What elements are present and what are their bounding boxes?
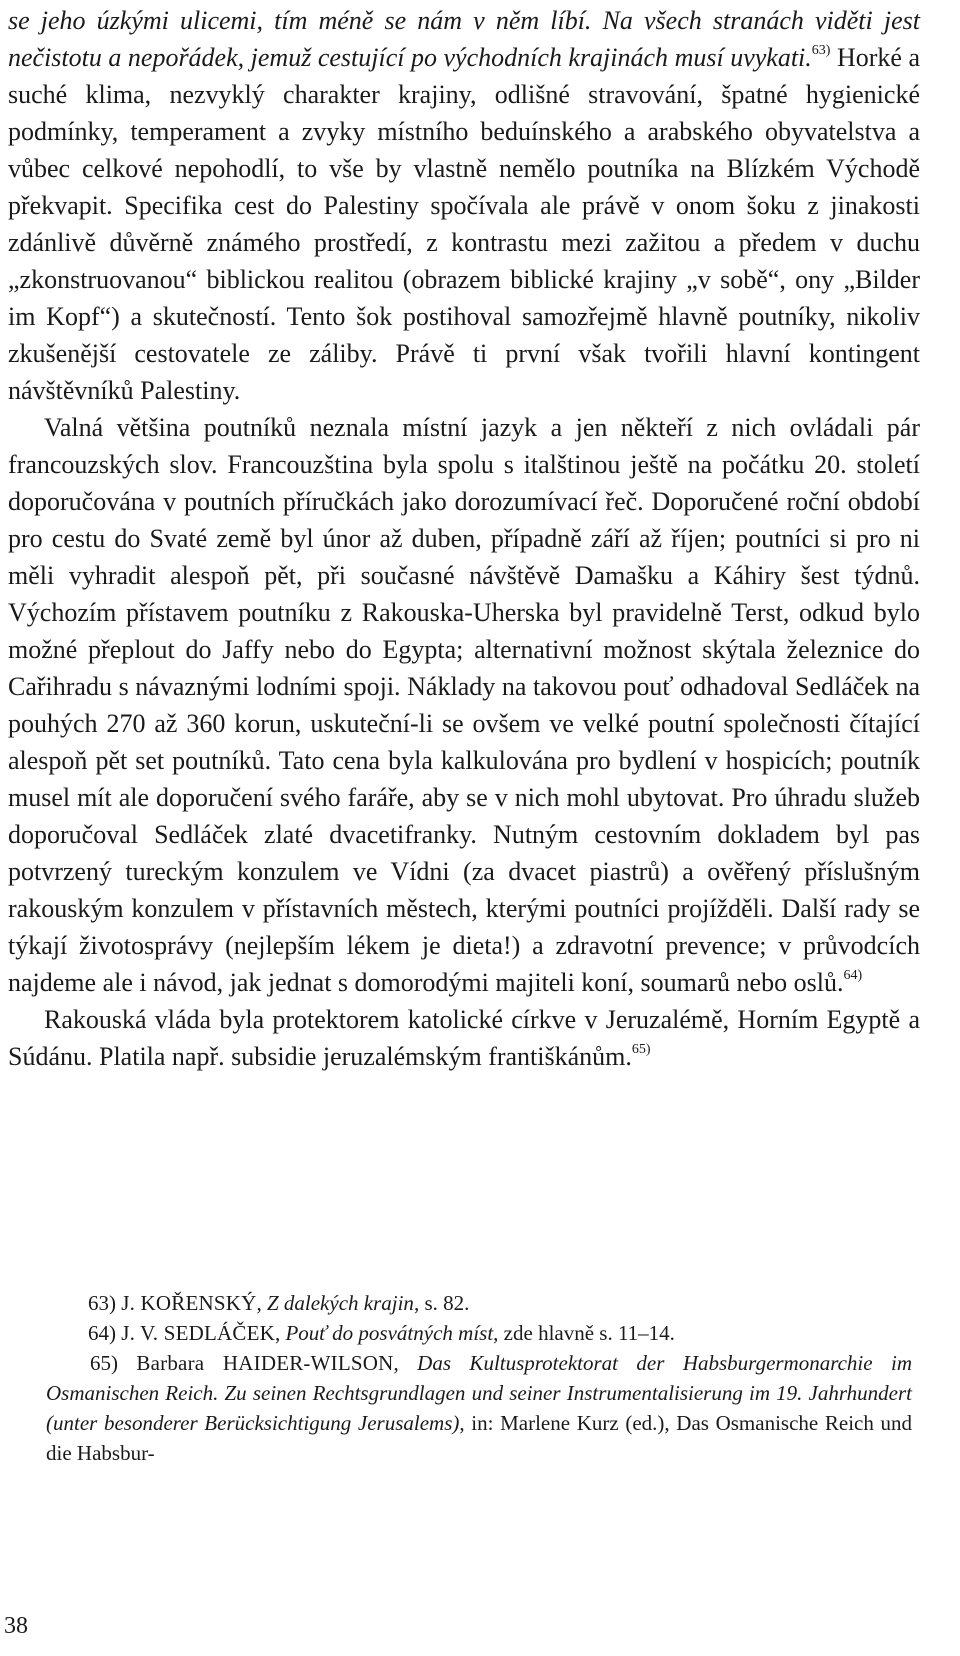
footnote-author: J. V. SEDLÁČEK xyxy=(121,1321,275,1345)
footnote-65 xyxy=(46,1348,912,1468)
footnote-number: 64) xyxy=(88,1321,122,1345)
footnote-rest: , zde hlavně s. 11–14. xyxy=(493,1321,675,1345)
page xyxy=(8,0,920,1075)
footnote-64 xyxy=(44,1318,912,1348)
paragraph-3 xyxy=(8,1001,920,1075)
paragraph-2-text: Valná většina poutníků neznala místní jazyk a jen někteří z nich ovládali pár francouzských slov. Francouzština byla spolu s italštinou ještě na počátku 20. století doporučována v poutních příručkách jako dorozumívací řeč. Doporučené roční období pro cestu do Svaté země byl únor až duben, případně září až říjen; poutníci si pro ni měli vyhradit alespoň pět, při současné návštěvě Damašku a Káhiry šest týdnů. Výchozím přístavem poutníku z Rakouska-Uherska byl pravidelně Terst, odkud bylo možné přeplout do Jaffy nebo do Egypta; alternativní možnost skýtala železnice do Cařihradu s návaznými lodními spoji. Náklady na takovou pouť odhadoval Sedláček na pouhých 270 až 360 korun, uskuteční-li se ovšem ve velké poutní společnosti čítající alespoň pět set poutníků. Tato cena byla kalkulována pro bydlení v hospicích; poutník musel mít ale doporučení svého faráře, aby se v nich mohl ubytovat. Pro úhradu služeb doporučoval Sedláček zlaté dvacetifranky. Nutným cestovním dokladem byl pas potvrzený tureckým konzulem ve Vídni (za dvacet piastrů) a ověřený příslušným rakouským konzulem v přístavních městech, kterými poutníci projížděli. Další rady se týkají životosprávy (nejlepším lékem je dieta!) a zdravotní prevence; v průvodcích najdeme ale i návod, jak jednat s domorodými majiteli koní, soumarů nebo oslů. xyxy=(8,413,920,997)
paragraph-3-text: Rakouská vláda byla protektorem katolické církve v Jeruzalémě, Horním Egyptě a Súdánu. Platila např. subsidie jeruzalémským františkánům. xyxy=(8,1005,920,1071)
footnote-title: Pouť do posvátných míst xyxy=(285,1321,494,1345)
footnotes xyxy=(46,1288,912,1468)
body-text xyxy=(8,0,920,1075)
footnote-author: J. KOŘENSKÝ xyxy=(121,1291,257,1315)
footnote-rest: , in: Marlene Kurz (ed.), Das Osmanische Reich und die Habsbur- xyxy=(46,1411,913,1465)
footnote-ref-65[interactable]: 65) xyxy=(631,1042,651,1057)
footnote-number: 63) xyxy=(88,1291,122,1315)
footnote-separator: , xyxy=(274,1321,286,1345)
footnote-number: 65) xyxy=(90,1351,137,1375)
footnote-63 xyxy=(44,1288,912,1318)
paragraph-2 xyxy=(8,409,920,1001)
paragraph-1-text: Horké a suché klima, nezvyklý charakter krajiny, odlišné stravování, špatné hygienické podmínky, temperament a zvyky místního beduínského a arabského obyvatelstva a vůbec celkové nepohodlí, to vše by vlastně nemělo poutníka na Blízkém Východě překvapit. Specifika cest do Palestiny spočívala ale právě v onom šoku z jinakosti zdánlivě důvěrně známého prostředí, z kontrastu mezi zažitou a předem v duchu „zkonstruovanou“ biblickou realitou (obrazem biblické krajiny „v sobě“, ony „Bilder im Kopf“) a skutečností. Tento šok postihoval samozřejmě hlavně poutníky, nikoliv zkušenější cestovatele ze záliby. Právě ti první však tvořili hlavní kontingent návštěvníků Palestiny. xyxy=(8,43,921,405)
italic-quote: se jeho úzkými ulicemi, tím méně se nám v něm líbí. Na všech stranách viděti jest nečistotu a nepořádek, jemuž cestující po východních krajinách musí uvykati. xyxy=(8,6,920,72)
footnote-rest: , s. 82. xyxy=(413,1291,470,1315)
footnote-separator: , xyxy=(256,1291,267,1315)
footnote-separator: , xyxy=(393,1351,418,1375)
paragraph-1 xyxy=(8,0,920,409)
page-number: 38 xyxy=(4,1613,28,1639)
footnote-title: Z dalekých krajin xyxy=(266,1291,414,1315)
footnote-ref-63[interactable]: 63) xyxy=(811,43,831,58)
footnote-author: Barbara HAIDER-WILSON xyxy=(136,1351,394,1375)
footnote-title: Das Kultusprotektorat der Habsburgermonarchie im Osmanischen Reich. Zu seinen Rechtsgrundlagen und seiner Instrumentalisierung im 19. Jahrhundert (unter besonderer Berücksichtigung Jerusalems) xyxy=(46,1351,913,1435)
footnote-ref-64[interactable]: 64) xyxy=(843,968,863,983)
